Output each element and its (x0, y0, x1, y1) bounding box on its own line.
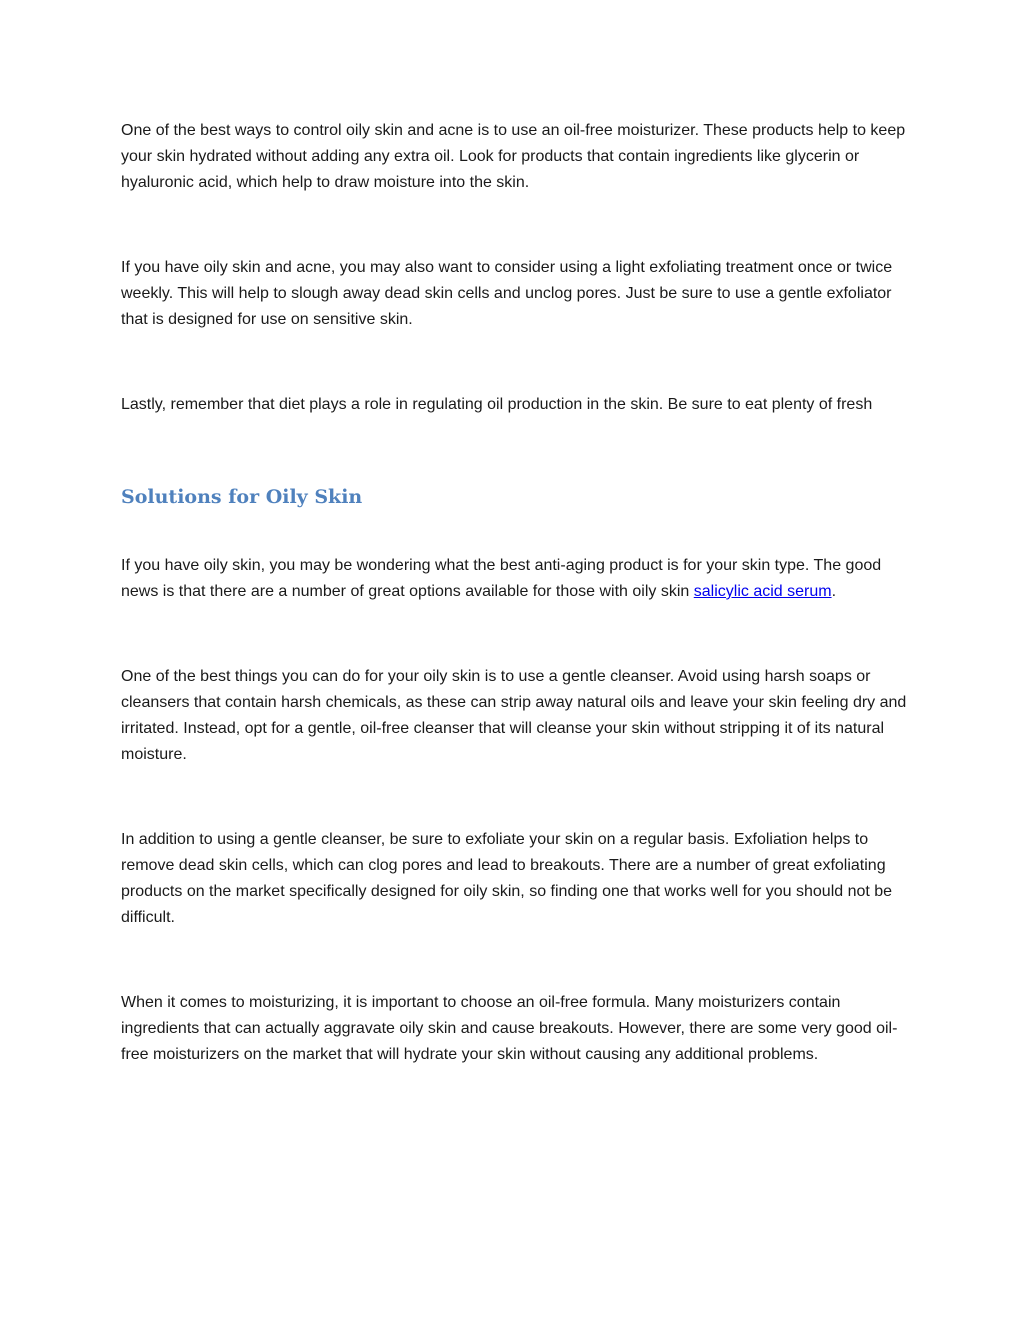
paragraph-moisturizer: One of the best ways to control oily skin and acne is to use an oil-free moisturizer. These products help to keep your skin hydrated without adding any extra oil. Look for products that contain ingredients like glycerin or hyaluronic acid, which help to draw moisture into the skin. (121, 122, 906, 191)
paragraph-anti-aging (121, 553, 911, 605)
paragraph-anti-aging-end: . (831, 583, 837, 600)
salicylic-acid-serum-link[interactable]: salicylic acid serum (693, 583, 832, 600)
paragraph-oil-free-moisturizing: When it comes to moisturizing, it is important to choose an oil-free formula. Many moisturizers contain ingredients that can actually aggravate oily skin and cause breakouts. However, there are some very good oil-free moisturizers on the market that will hydrate your skin without causing any additional problems. (121, 994, 898, 1063)
document-page (121, 118, 911, 1068)
section-heading: Solutions for Oily Skin (121, 486, 363, 508)
paragraph-exfoliating-treatment: If you have oily skin and acne, you may also want to consider using a light exfoliating treatment once or twice weekly. This will help to slough away dead skin cells and unclog pores. Just be sure to use a gentle exfoliator that is designed for use on sensitive skin. (121, 259, 893, 328)
paragraph-diet: Lastly, remember that diet plays a role in regulating oil production in the skin. Be sure to eat plenty of fresh (121, 396, 873, 413)
paragraph-gentle-cleanser: One of the best things you can do for your oily skin is to use a gentle cleanser. Avoid using harsh soaps or cleansers that contain harsh chemicals, as these can strip away natural oils and leave your skin feeling dry and irritated. Instead, opt for a gentle, oil-free cleanser that will cleanse your skin without stripping it of its natural moisture. (121, 668, 907, 763)
paragraph-anti-aging-text: If you have oily skin, you may be wondering what the best anti-aging product is for your skin type. The good news is that there are a number of great options available for those with oily skin (121, 557, 882, 600)
paragraph-exfoliation: In addition to using a gentle cleanser, be sure to exfoliate your skin on a regular basis. Exfoliation helps to remove dead skin cells, which can clog pores and lead to breakouts. There are a number of great exfoliating products on the market specifically designed for oily skin, so finding one that works well for you should not be difficult. (121, 831, 893, 926)
